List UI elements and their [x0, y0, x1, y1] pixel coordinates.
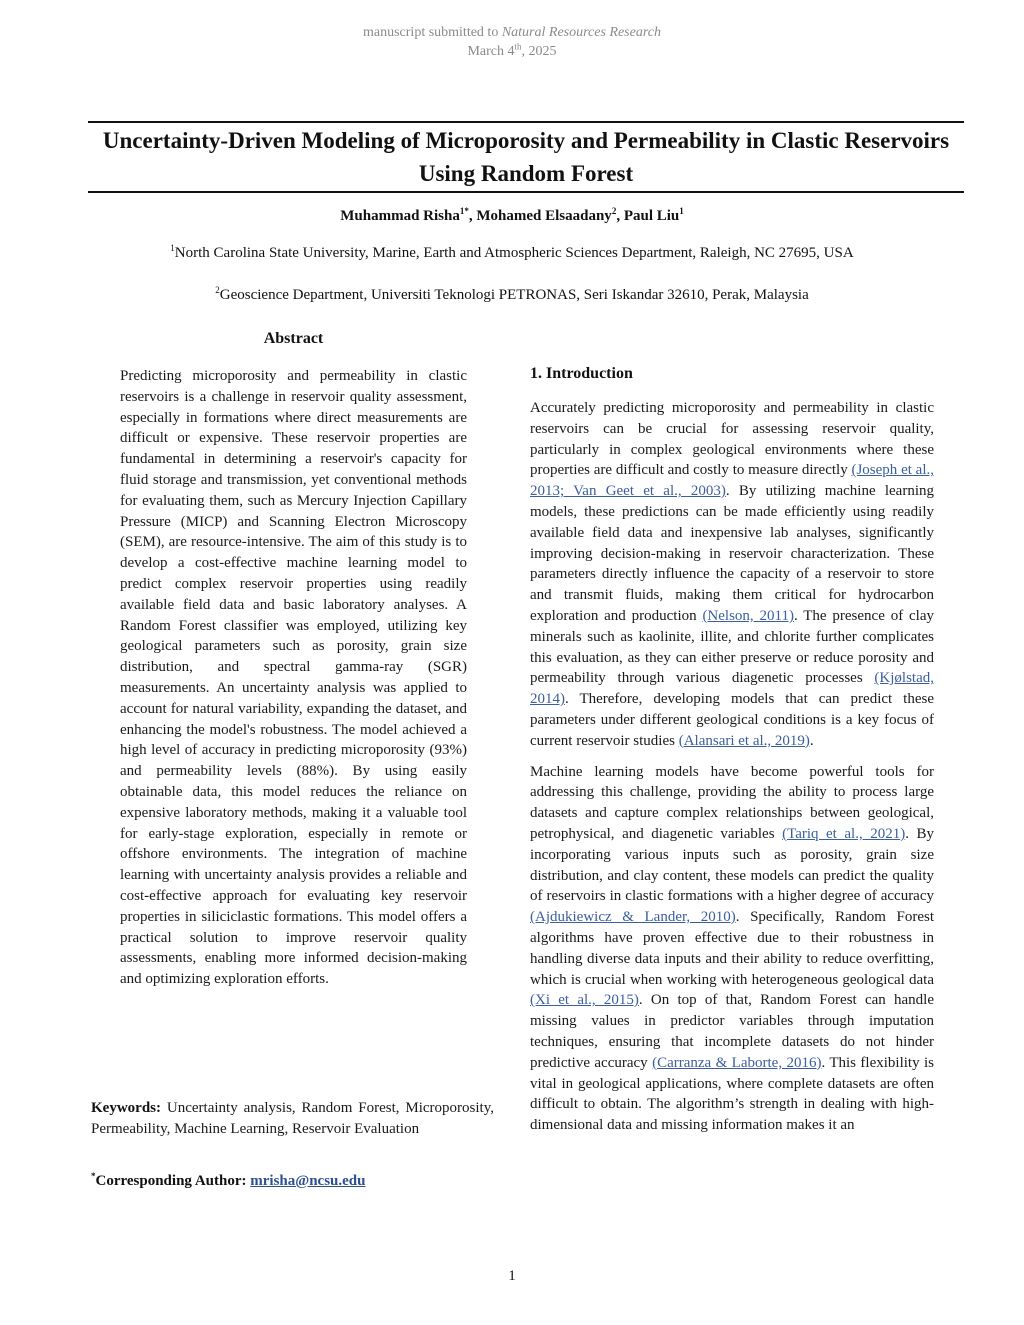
citation-link[interactable]: (Kjølstad, 2014)	[530, 670, 934, 708]
affiliation-1: $^1$North Carolina State University, Marine, Earth and Atmospheric Sciences Department, Raleigh, NC 27695, USA	[170, 243, 854, 261]
author-name: Muhammad Risha	[340, 208, 460, 224]
citation-link[interactable]: (Joseph et al., 2013; Van Geet et al., 2003)	[530, 462, 934, 500]
citation-link[interactable]: (Nelson, 2011)	[702, 607, 794, 624]
author-list: Muhammad Risha$^{1*}$, Mohamed Elsaadany$^2$, Paul Liu$^1$	[340, 206, 684, 224]
title-top-rule	[88, 121, 964, 123]
paragraph: Accurately predicting microporosity and permeability in clastic reservoirs can be crucial for assessing reservoir quality, particularly in complex geological environments where these properties are difficult and costly to measure directly (Joseph et al., 2013; Van Geet et al., 2003). By utilizing machine learning models, these predictions can be made efficiently using readily available field data and inexpensive lab analyses, significantly improving decision-making in reservoir characterization. These parameters directly influence the capacity of a reservoir to store and transmit fluids, making them critical for hydrocarbon exploration and production (Nelson, 2011). The presence of clay minerals such as kaolinite, illite, and chlorite further complicates this evaluation, as they can either preserve or reduce porosity and permeability through various diagenetic processes (Kjølstad, 2014). Therefore, developing models that can predict these parameters under different geological conditions is a key focus of current reservoir studies (Alansari et al., 2019).	[530, 400, 934, 749]
title-bottom-rule	[88, 191, 964, 193]
abstract-heading: Abstract	[263, 330, 324, 347]
submission-line: manuscript submitted to Natural Resources Research	[363, 25, 661, 40]
affiliation-2: $^2$Geoscience Department, Universiti Teknologi PETRONAS, Seri Iskandar 32610, Perak, Malaysia	[215, 285, 809, 303]
page-number: 1	[508, 1268, 516, 1284]
submission-date: March 4th, 2025	[467, 41, 557, 59]
running-header	[0, 23, 1024, 61]
citation-link[interactable]: (Carranza & Laborte, 2016)	[652, 1054, 822, 1071]
keywords-label: Keywords:	[91, 1100, 161, 1116]
journal-name: Natural Resources Research	[501, 25, 661, 40]
citation-link[interactable]: (Ajdukiewicz & Lander, 2010)	[530, 909, 736, 926]
section-heading-introduction: 1. Introduction	[530, 365, 633, 382]
citation-link[interactable]: (Tariq et al., 2021)	[782, 825, 906, 842]
introduction-body	[530, 398, 934, 1146]
citation-link[interactable]: (Alansari et al., 2019)	[678, 732, 810, 749]
author-name: Mohamed Elsaadany	[476, 208, 612, 224]
keywords	[91, 1098, 494, 1140]
citation-link[interactable]: (Xi et al., 2015)	[530, 992, 639, 1009]
paper-title: Uncertainty-Driven Modeling of Microporosity and Permeability in Clastic Reservoirs Using Random Forest	[102, 128, 950, 186]
abstract-text: Predicting microporosity and permeability in clastic reservoirs is a challenge in reservoir quality assessment, especially in formations where direct measurements are difficult or expensive. These reservoir properties are fundamental in determining a reservoir's capacity for fluid storage and transmission, yet conventional methods for evaluating them, such as Mercury Injection Capillary Pressure (MICP) and Scanning Electron Microscopy (SEM), are resource-intensive. The aim of this study is to develop a cost-effective machine learning model to predict complex reservoir properties using readily available field data and basic laboratory analyses. A Random Forest classifier was employed, utilizing key geological parameters such as porosity, grain size distribution, and spectral gamma-ray (SGR) measurements. An uncertainty analysis was applied to account for natural variability, expanding the dataset, and enhancing the model's robustness. The model achieved a high level of accuracy in predicting microporosity (93%) and permeability levels (88%). By using easily obtainable data, this model reduces the reliance on expensive laboratory methods, making it a valuable tool for early-stage exploration, especially in remote or offshore environments. The integration of machine learning with uncertainty analysis provides a reliable and cost-effective approach for evaluating key reservoir properties in siliciclastic formations. This model offers a practical solution to improve reservoir quality assessments, enabling more informed decision-making and optimizing exploration efforts.	[120, 368, 467, 988]
paragraph: Machine learning models have become powerful tools for addressing this challenge, providing the ability to process large datasets and capture complex relationships between geological, petrophysical, and diagenetic variables (Tariq et al., 2021). By incorporating various inputs such as porosity, grain size distribution, and clay content, these models can predict the quality of reservoirs in clastic formations with a higher degree of accuracy (Ajdukiewicz & Lander, 2010). Specifically, Random Forest algorithms have proven effective due to their robustness in handling diverse data inputs and their ability to reduce overfitting, which is crucial when working with heterogeneous geological data (Xi et al., 2015). On top of that, Random Forest can handle missing values in predictor variables through imputation techniques, ensuring that incomplete datasets do not hinder predictive accuracy (Carranza & Laborte, 2016). This flexibility is vital in geological applications, where complete datasets are often difficult to obtain. The algorithm’s strength in dealing with high-dimensional data and missing information makes it an	[530, 763, 935, 1134]
author-name: Paul Liu	[623, 208, 680, 224]
keywords-text: Uncertainty analysis, Random Forest, Microporosity, Permeability, Machine Learning, Reservoir Evaluation	[91, 1100, 494, 1137]
corresponding-author: *Corresponding Author: mrisha@ncsu.edu	[91, 1171, 366, 1189]
email-link[interactable]: mrisha@ncsu.edu	[250, 1173, 366, 1189]
